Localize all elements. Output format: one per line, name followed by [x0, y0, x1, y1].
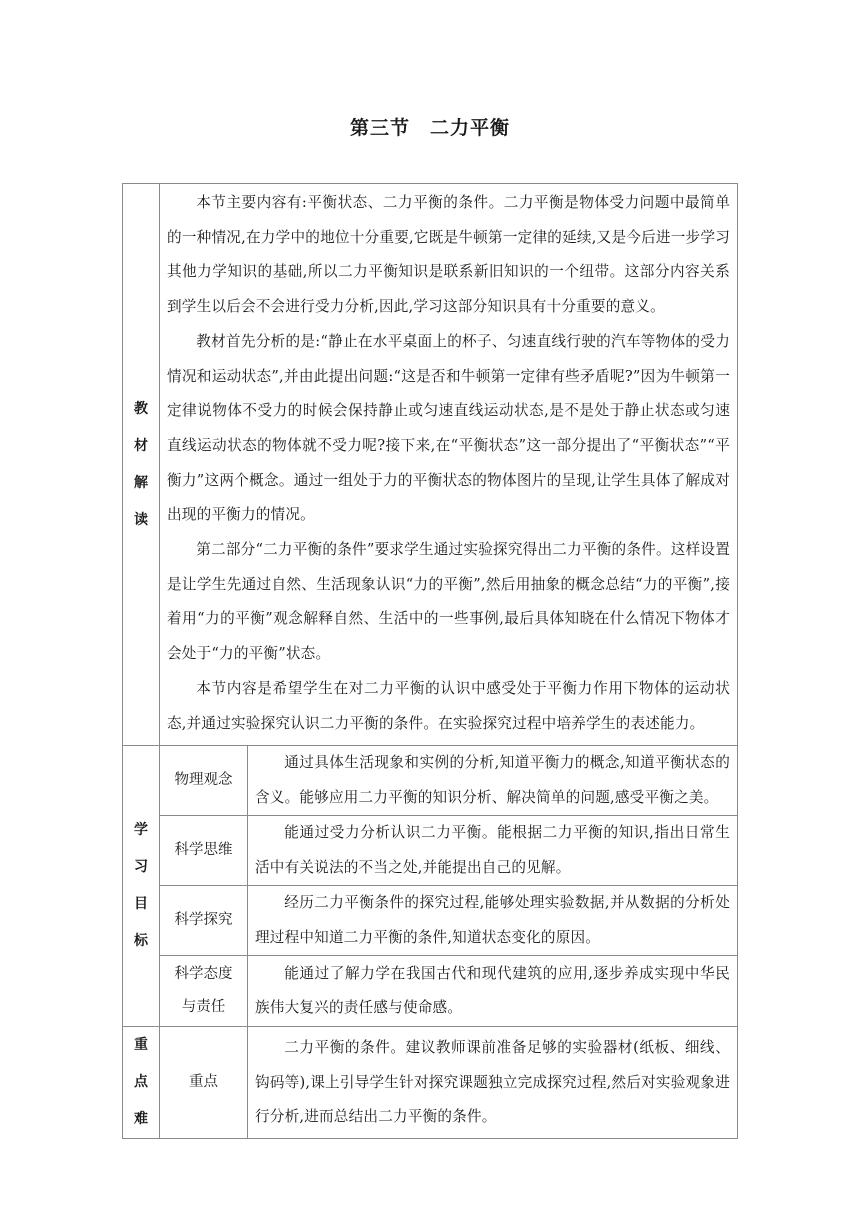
side-char: 学: [134, 822, 148, 839]
side-char: 重: [134, 1037, 148, 1054]
goal-description: 通过具体生活现象和实例的分析,知道平衡力的概念,知道平衡状态的含义。能够应用二力平衡的知识分析、解决简单的问题,感受平衡之美。: [248, 746, 738, 816]
side-char: 目: [134, 896, 148, 913]
keypoint-row: [123, 1027, 738, 1139]
keypoints-side-label: [123, 1027, 160, 1139]
page-title: 第三节 二力平衡: [349, 117, 510, 139]
goals-side-label: [123, 746, 160, 1027]
goal-category: 科学思维: [160, 816, 248, 886]
textbook-paragraph: 第二部分“二力平衡的条件”要求学生通过实验探究得出二力平衡的条件。这样设置是让学生先通过自然、生活现象认识“力的平衡”,然后用抽象的概念总结“力的平衡”,接着用“力的平衡”观念解释自然、生活中的一些事例,最后具体知晓在什么情况下物体才会处于“力的平衡”状态。: [167, 541, 730, 663]
lesson-table: [122, 183, 738, 1139]
goal-row: [123, 816, 738, 886]
goal-category: 科学态度 与责任: [160, 956, 248, 1027]
side-char: 教: [134, 400, 148, 417]
textbook-paragraph: 本节内容是希望学生在对二力平衡的认识中感受处于平衡力作用下物体的运动状态,并通过实验探究认识二力平衡的条件。在实验探究过程中培养学生的表述能力。: [167, 679, 730, 732]
goal-category: 物理观念: [160, 746, 248, 816]
side-char: 材: [134, 437, 148, 454]
textbook-content: [160, 184, 738, 746]
textbook-row: [123, 184, 738, 746]
goal-row: [123, 886, 738, 956]
side-char: 解: [134, 474, 148, 491]
side-char: 读: [134, 511, 148, 528]
goal-description: 能通过了解力学在我国古代和现代建筑的应用,逐步养成实现中华民族伟大复兴的责任感与使命感。: [248, 956, 738, 1027]
side-char: 难: [134, 1111, 148, 1128]
side-char: 点: [134, 1074, 148, 1091]
goal-row: [123, 956, 738, 1027]
textbook-paragraph: 教材首先分析的是:“静止在水平桌面上的杯子、匀速直线行驶的汽车等物体的受力情况和运动状态”,并由此提出问题:“这是否和牛顿第一定律有些矛盾呢?”因为牛顿第一定律说物体不受力的时候会保持静止或匀速直线运动状态,是不是处于静止状态或匀速直线运动状态的物体就不受力呢?接下来,在“平衡状态”这一部分提出了“平衡状态”“平衡力”这两个概念。通过一组处于力的平衡状态的物体图片的呈现,让学生具体了解成对出现的平衡力的情况。: [167, 332, 730, 524]
keypoint-description: 二力平衡的条件。建议教师课前准备足够的实验器材(纸板、细线、钩码等),课上引导学生针对探究课题独立完成探究过程,然后对实验观象进行分析,进而总结出二力平衡的条件。: [248, 1027, 738, 1139]
textbook-paragraph: 本节主要内容有:平衡状态、二力平衡的条件。二力平衡是物体受力问题中最简单的一种情况,在力学中的地位十分重要,它既是牛顿第一定律的延续,又是今后进一步学习其他力学知识的基础,所以二力平衡知识是联系新旧知识的一个纽带。这部分内容关系到学生以后会不会进行受力分析,因此,学习这部分知识具有十分重要的意义。: [167, 194, 730, 316]
goal-category: 科学探究: [160, 886, 248, 956]
side-char: 标: [134, 933, 148, 950]
goal-row: [123, 746, 738, 816]
textbook-side-label: [123, 184, 160, 746]
goal-description: 能通过受力分析认识二力平衡。能根据二力平衡的知识,指出日常生活中有关说法的不当之处,并能提出自己的见解。: [248, 816, 738, 886]
side-char: 习: [134, 859, 148, 876]
goal-description: 经历二力平衡条件的探究过程,能够处理实验数据,并从数据的分析处理过程中知道二力平衡的条件,知道状态变化的原因。: [248, 886, 738, 956]
keypoint-category: 重点: [160, 1027, 248, 1139]
